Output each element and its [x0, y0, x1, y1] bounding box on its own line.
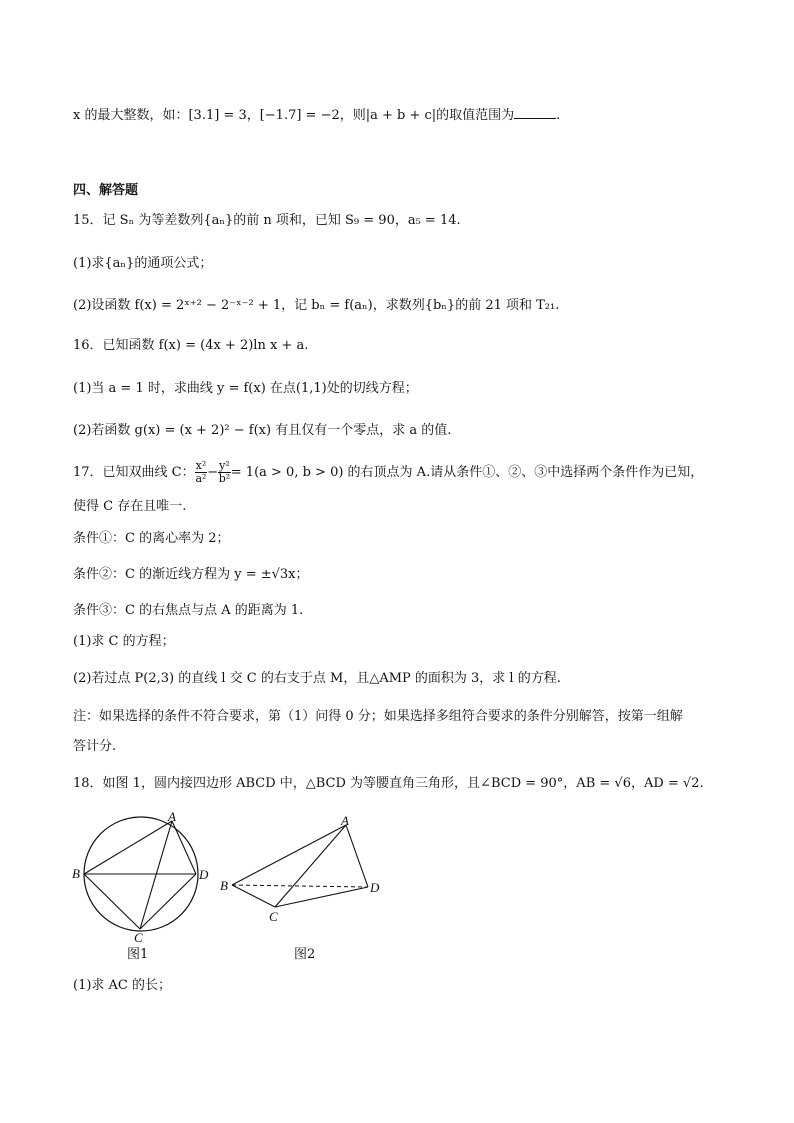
- segment-bc-3d: [232, 885, 275, 907]
- question-15-part-1: (1)求{aₙ}的通项公式；: [73, 256, 213, 271]
- text-line-1: x 的最大整数，如：[3.1] = 3，[−1.7] = −2，则|a + b + c|的取值范围为 .: [73, 108, 561, 123]
- section-heading: 四、解答题: [73, 183, 139, 198]
- question-17-part-1: (1)求 C 的方程；: [73, 634, 175, 649]
- question-17: 17．已知双曲线 C： $\frac{\text{x²}}{\text{a²}}$ − $\frac{\text{y²}}{\text{b²}}$ = 1(a > 0, b > 0) 的右顶点为 A.请从条件①、②、③中选择两个条件作为已知，: [73, 459, 704, 485]
- question-17-part-2: (2)若过点 P(2,3) 的直线 l 交 C 的右支于点 M，且△AMP 的面积为 3，求 l 的方程.: [73, 671, 561, 686]
- label-b-3d: B: [220, 878, 228, 893]
- figure-2-tetrahedron: [218, 812, 388, 927]
- question-18-part-1: (1)求 AC 的长；: [73, 978, 172, 993]
- label-c-3d: C: [269, 909, 278, 924]
- question-15-part-2: (2)设函数 f(x) = 2ˣ⁺² − 2⁻ˣ⁻² + 1，记 bₙ = f(aₙ)，求数列{bₙ}的前 21 项和 T₂₁.: [73, 298, 560, 313]
- condition-3: 条件③：C 的右焦点与点 A 的距离为 1.: [73, 603, 304, 618]
- label-b: B: [72, 866, 80, 881]
- segment-ad: [172, 821, 196, 874]
- question-18: 18．如图 1，圆内接四边形 ABCD 中，△BCD 为等腰直角三角形，且∠BCD = 90°，AB = √6，AD = √2.: [73, 776, 704, 791]
- segment-ac-3d: [275, 825, 346, 907]
- question-17-line-2: 使得 C 存在且唯一.: [73, 499, 187, 514]
- note-line-1: 注：如果选择的条件不符合要求，第（1）问得 0 分；如果选择多组符合要求的条件分别解答，按第一组解: [73, 709, 683, 724]
- line-1-text: x 的最大整数，如：[3.1] = 3，[−1.7] = −2，则|a + b + c|的取值范围为: [73, 108, 515, 123]
- segment-ad-3d: [346, 825, 368, 887]
- condition-1: 条件①：C 的离心率为 2；: [73, 531, 230, 546]
- figure-2-caption: 图2: [294, 947, 316, 962]
- figure-1-circle-quadrilateral: [68, 808, 218, 943]
- label-a-3d: A: [341, 813, 349, 828]
- label-a: A: [168, 809, 176, 824]
- figure-1-caption: 图1: [127, 947, 149, 962]
- question-16-part-2: (2)若函数 g(x) = (x + 2)² − f(x) 有且仅有一个零点，求 a 的值.: [73, 423, 452, 438]
- question-16: 16．已知函数 f(x) = (4x + 2)ln x + a.: [73, 338, 309, 353]
- segment-bc: [84, 874, 140, 929]
- segment-cd-3d: [275, 887, 368, 907]
- label-d: D: [199, 867, 209, 882]
- condition-2: 条件②：C 的渐近线方程为 y = ±√3x；: [73, 567, 309, 582]
- fraction-y2-b2: $\frac{\text{y²}}{\text{b²}}$: [218, 459, 231, 485]
- segment-ba-3d: [232, 825, 346, 885]
- note-line-2: 答计分.: [73, 739, 117, 754]
- fraction-x2-a2: $\frac{\text{x²}}{\text{a²}}$: [195, 459, 207, 485]
- answer-blank: [514, 106, 556, 119]
- question-16-part-1: (1)当 a = 1 时，求曲线 y = f(x) 在点(1,1)处的切线方程；: [73, 381, 418, 396]
- label-d-3d: D: [370, 880, 380, 895]
- segment-bd-hidden: [232, 885, 368, 887]
- label-c: C: [134, 930, 143, 943]
- question-15: 15．记 Sₙ 为等差数列{aₙ}的前 n 项和，已知 S₉ = 90，a₅ = 14.: [73, 213, 461, 228]
